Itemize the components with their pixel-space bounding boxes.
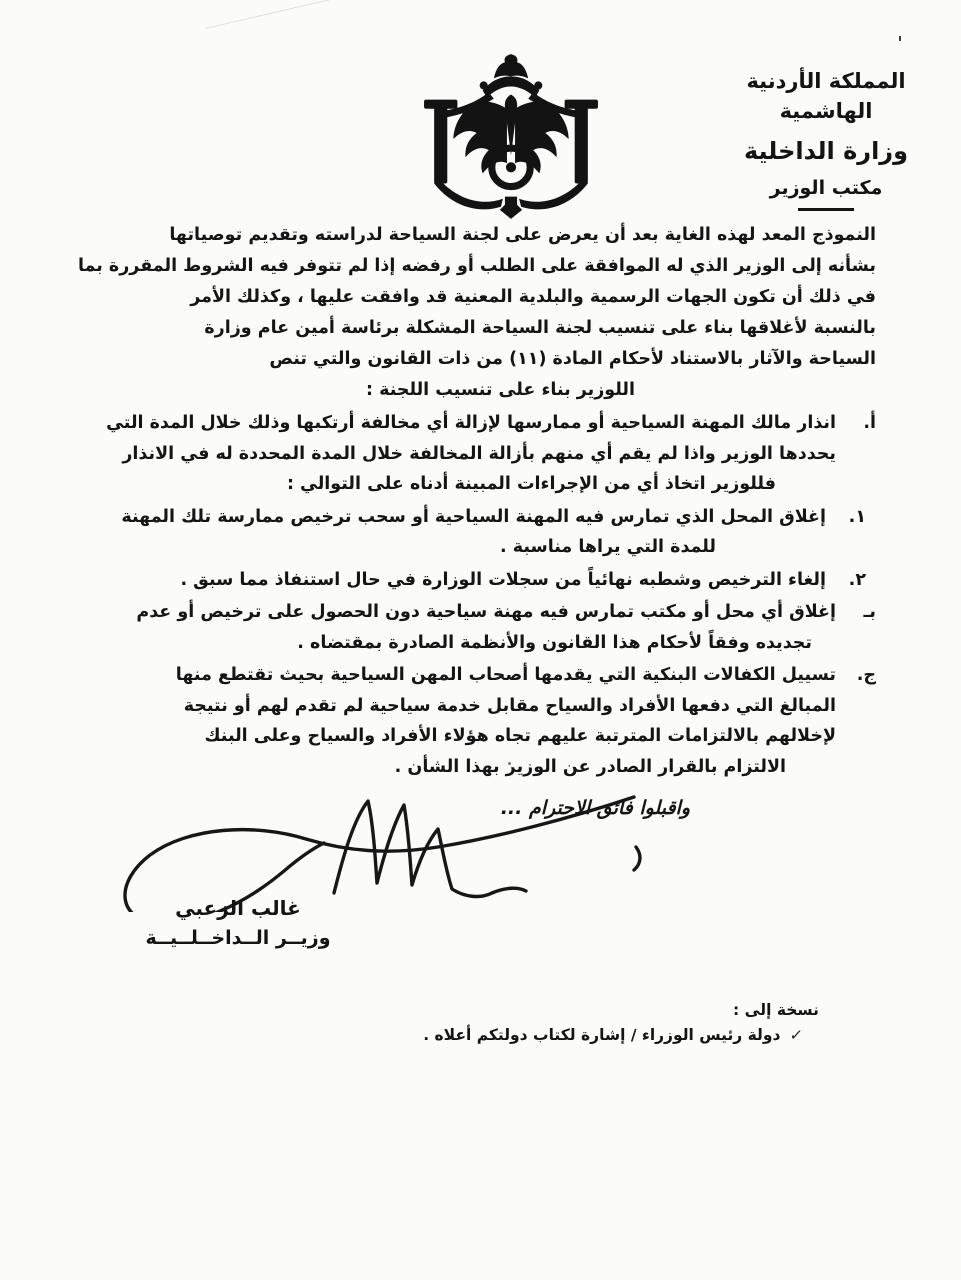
scan-artifact-line xyxy=(205,0,434,29)
paragraph-line: بشأنه إلى الوزير الذي له الموافقة على الطلب أو رفضه إذا لم تتوفر فيه الشروط المقررة بما xyxy=(77,256,876,276)
clause-line: تجديده وفقاً لأحكام هذا القانون والأنظمة الصادرة بمقتضاه . xyxy=(297,632,812,653)
clause-b xyxy=(95,597,876,658)
letterhead xyxy=(717,66,935,211)
paragraph-line: بالنسبة لأغلاقها بناء على تنسيب لجنة السياحة المشكلة برئاسة أمين عام وزارة xyxy=(204,318,876,338)
paragraph-line: السياحة والآثار بالاستناد لأحكام المادة (١١) من ذات القانون والتي تنص xyxy=(269,349,876,369)
letter-body xyxy=(77,220,876,819)
clause-line: إغلاق أي محل أو مكتب تمارس فيه مهنة سياحية دون الحصول على ترخيص أو عدم xyxy=(136,602,836,622)
paragraph-line: في ذلك أن تكون الجهات الرسمية والبلدية المعنية قد وافقت عليها ، وكذلك الأمر xyxy=(190,287,876,307)
clause-marker: ٢. xyxy=(848,569,866,590)
clause-line: لإخلالهم بالالتزامات المترتبة عليهم تجاه هؤلاء الأفراد والسياح وعلى البنك xyxy=(204,726,836,746)
clause-line: إلغاء الترخيص وشطبه نهائياً من سجلات الوزارة في حال استنفاذ مما سبق . xyxy=(180,569,826,590)
cc-label: نسخة إلى : xyxy=(733,1001,819,1019)
office-underline xyxy=(798,208,854,211)
signer-block xyxy=(112,896,364,949)
signer-title: وزيــر الــداخــلــيــة xyxy=(145,927,331,949)
clause-marker: أ. xyxy=(863,413,876,433)
clause-j xyxy=(95,660,876,782)
signer-name: غالب الزعبي xyxy=(175,896,301,920)
clause-line: الالتزام بالقرار الصادر عن الوزير بهذا الشأن . xyxy=(394,756,786,777)
cc-entry-text: دولة رئيس الوزراء / إشارة لكتاب دولتكم أعلاه . xyxy=(423,1026,781,1044)
clause-2 xyxy=(95,565,866,596)
checkmark-icon: ✓ xyxy=(789,1026,805,1044)
minister-office-title: مكتب الوزير xyxy=(769,177,883,200)
paragraph-line: اللوزير بناء على تنسيب اللجنة : xyxy=(366,380,635,400)
handwritten-signature-icon xyxy=(88,790,648,912)
clause-marker: بـ xyxy=(863,602,876,622)
clauses-list xyxy=(95,408,876,782)
clause-line: انذار مالك المهنة السياحية أو ممارسها لإزالة أي مخالفة أرتكبها وذلك خلال المدة التي xyxy=(106,413,836,433)
clause-1 xyxy=(95,502,866,563)
clause-line: يحددها الوزير واذا لم يقم أي منهم بأزالة المخالفة خلال المدة المحددة له في الانذار xyxy=(122,443,836,464)
clause-line: المبالغ التي دفعها الأفراد والسياح مقابل خدمة سياحية لم تقدم لهم أو نتيجة xyxy=(183,695,836,716)
ministry-title: وزارة الداخلية xyxy=(743,136,909,165)
clause-line: فللوزير اتخاذ أي من الإجراءات المبينة أدناه على التوالي : xyxy=(286,474,776,494)
clause-line: إغلاق المحل الذي تمارس فيه المهنة السياحية أو سحب ترخيص ممارسة تلك المهنة xyxy=(121,506,826,527)
clause-a xyxy=(95,408,876,500)
paragraph-line: النموذج المعد لهذه الغاية بعد أن يعرض على لجنة السياحة لدراسته وتقديم توصياتها xyxy=(169,225,876,245)
clause-marker: ج. xyxy=(856,665,876,685)
clause-line: للمدة التي يراها مناسبة . xyxy=(500,537,716,557)
cc-entry xyxy=(423,1026,803,1044)
kingdom-title: المملكة الأردنية الهاشمية xyxy=(746,69,906,124)
closing-salutation: واقبلوا فائق الاحترام ... xyxy=(500,797,690,819)
clause-marker: ١. xyxy=(848,506,866,527)
clause-line: تسييل الكفالات البنكية التي يقدمها أصحاب المهن السياحية بحيث تقتطع منها xyxy=(175,665,836,685)
scan-speck xyxy=(899,36,901,41)
cc-block xyxy=(423,1001,819,1044)
jordan-coat-of-arms-icon xyxy=(420,50,602,220)
